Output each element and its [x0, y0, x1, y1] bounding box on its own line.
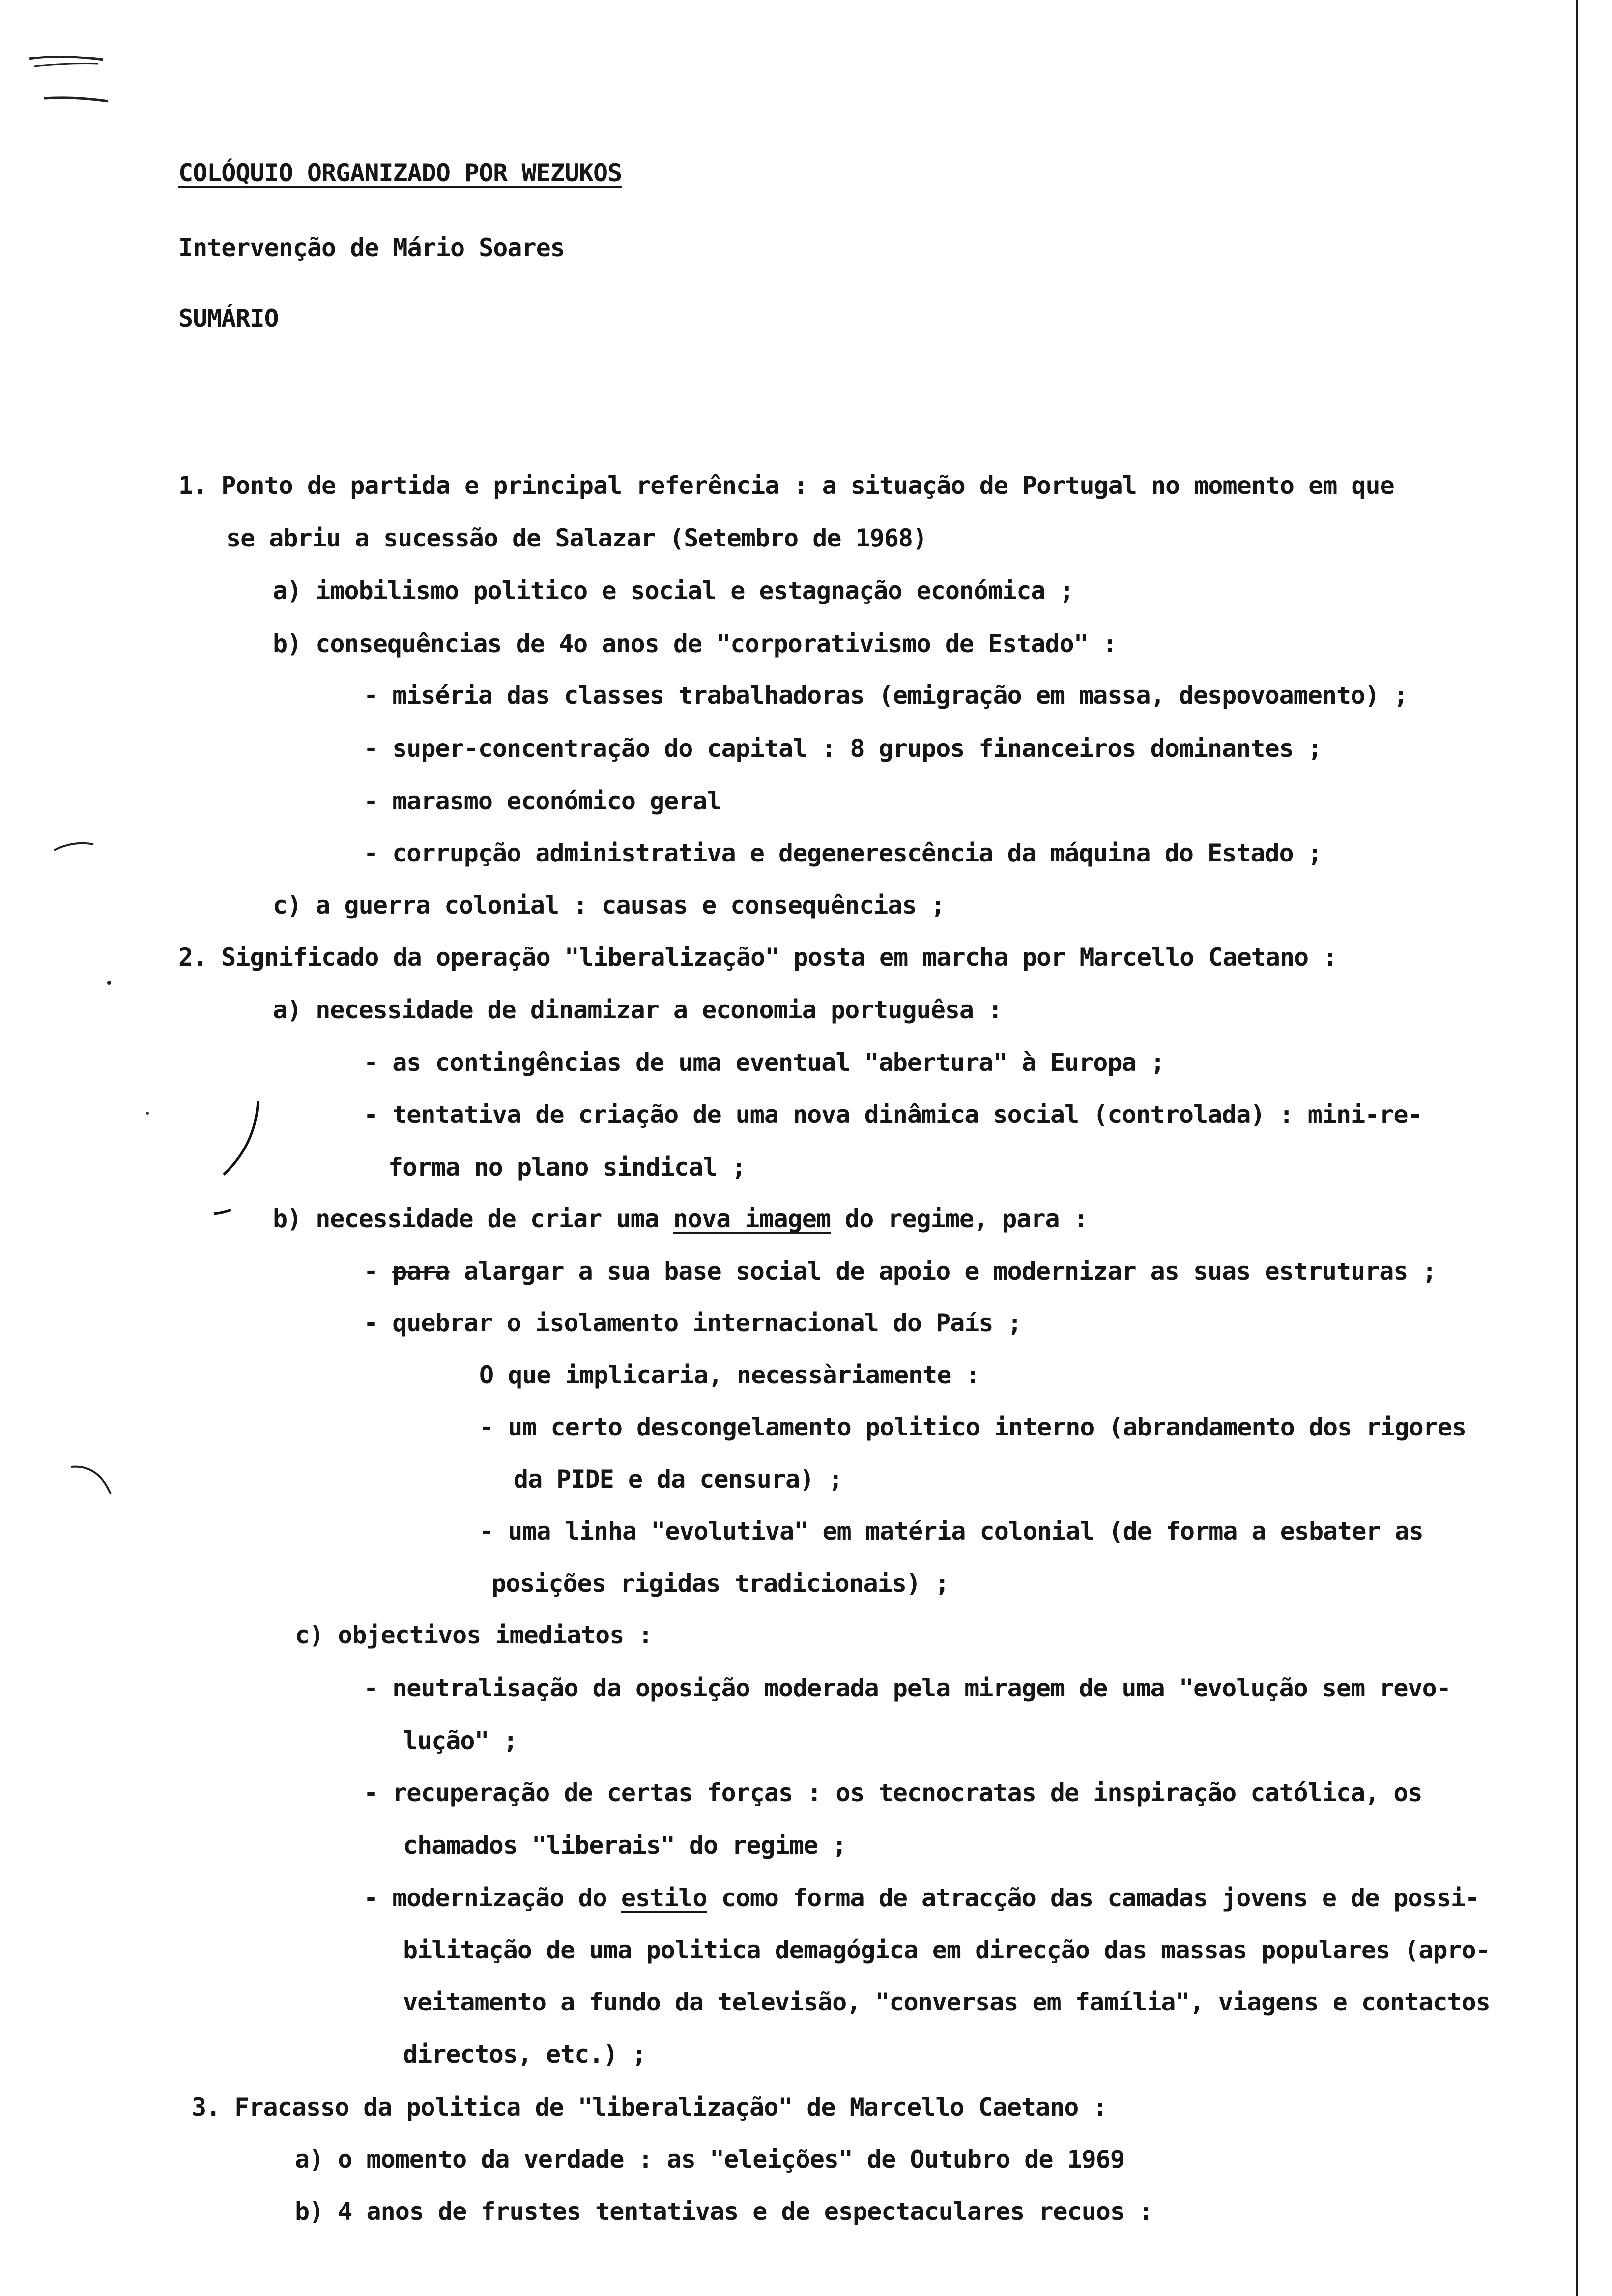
item-2b-sub: - um certo descongelamento politico interno (abrandamento dos rigores — [479, 1413, 1467, 1441]
item-2c-bullet: chamados "liberais" do regime ; — [403, 1831, 847, 1860]
item-2b-bullet: - para alargar a sua base social de apoio e modernizar as suas estruturas ; — [364, 1257, 1437, 1286]
item-1-line: se abriu a sucessão de Salazar (Setembro de 1968) — [226, 524, 927, 552]
underlined-word: estilo — [621, 1884, 707, 1912]
item-3b-line: b) 4 anos de frustes tentativas e de espectaculares recuos : — [295, 2197, 1153, 2226]
item-1-line: 1. Ponto de partida e principal referência : a situação de Portugal no momento em que — [178, 471, 1394, 500]
item-2b-sub: posições rigidas tradicionais) ; — [491, 1569, 950, 1598]
crossed-out-word: para — [392, 1257, 450, 1286]
item-1b-line: b) consequências de 4o anos de "corporativismo de Estado" : — [273, 630, 1117, 658]
item-1b-bullet: - super-concentração do capital : 8 grupos financeiros dominantes ; — [364, 734, 1322, 763]
item-2c-bullet: veitamento a fundo da televisão, "conversas em família", viagens e contactos — [403, 1988, 1490, 2016]
item-2-line: 2. Significado da operação "liberalização" posta em marcha por Marcello Caetano : — [178, 943, 1337, 972]
item-1b-bullet: - corrupção administrativa e degenerescência da máquina do Estado ; — [364, 839, 1322, 867]
document-title: COLÓQUIO ORGANIZADO POR WEZUKOS — [178, 159, 622, 187]
item-2a-bullet: - as contingências de uma eventual "abertura" à Europa ; — [364, 1048, 1165, 1077]
item-2b-sub: da PIDE e da censura) ; — [514, 1465, 843, 1493]
item-2c-bullet: directos, etc.) ; — [403, 2040, 646, 2068]
item-2c-line: c) objectivos imediatos : — [295, 1621, 653, 1649]
item-2a-line: a) necessidade de dinamizar a economia portuguêsa : — [273, 996, 1003, 1024]
underlined-phrase: nova imagem — [673, 1205, 831, 1233]
item-2b-sub: - uma linha "evolutiva" em matéria colonial (de forma a esbater as — [479, 1517, 1423, 1546]
item-1c-line: c) a guerra colonial : causas e consequências ; — [273, 891, 945, 919]
item-2c-bullet: bilitação de uma politica demagógica em direcção das massas populares (apro- — [403, 1936, 1490, 1964]
item-1b-bullet: - marasmo económico geral — [364, 787, 721, 815]
item-2b-line: b) necessidade de criar uma nova imagem do regime, para : — [273, 1205, 1088, 1233]
item-1a-line: a) imobilismo politico e social e estagnação económica ; — [273, 576, 1074, 605]
item-2c-bullet: - modernização do estilo como forma de atracção das camadas jovens e de possi- — [364, 1884, 1480, 1912]
item-1b-bullet: - miséria das classes trabalhadoras (emigração em massa, despovoamento) ; — [364, 681, 1408, 710]
document-subtitle: Intervenção de Mário Soares — [178, 233, 565, 262]
item-3-line: 3. Fracasso da politica de "liberalização" de Marcello Caetano : — [192, 2093, 1107, 2122]
item-2a-bullet: forma no plano sindical ; — [388, 1153, 746, 1181]
item-3a-line: a) o momento da verdade : as "eleições" de Outubro de 1969 — [295, 2145, 1124, 2174]
section-heading: SUMÁRIO — [178, 304, 279, 333]
item-2c-bullet: lução" ; — [403, 1726, 518, 1755]
item-2b-sub: O que implicaria, necessàriamente : — [479, 1361, 980, 1389]
item-2c-bullet: - recuperação de certas forças : os tecnocratas de inspiração católica, os — [364, 1779, 1422, 1807]
item-2c-bullet: - neutralisação da oposição moderada pela miragem de uma "evolução sem revo- — [364, 1674, 1451, 1702]
item-2b-bullet: - quebrar o isolamento internacional do País ; — [364, 1309, 1022, 1337]
item-2a-bullet: - tentativa de criação de uma nova dinâmica social (controlada) : mini-re- — [364, 1100, 1422, 1129]
